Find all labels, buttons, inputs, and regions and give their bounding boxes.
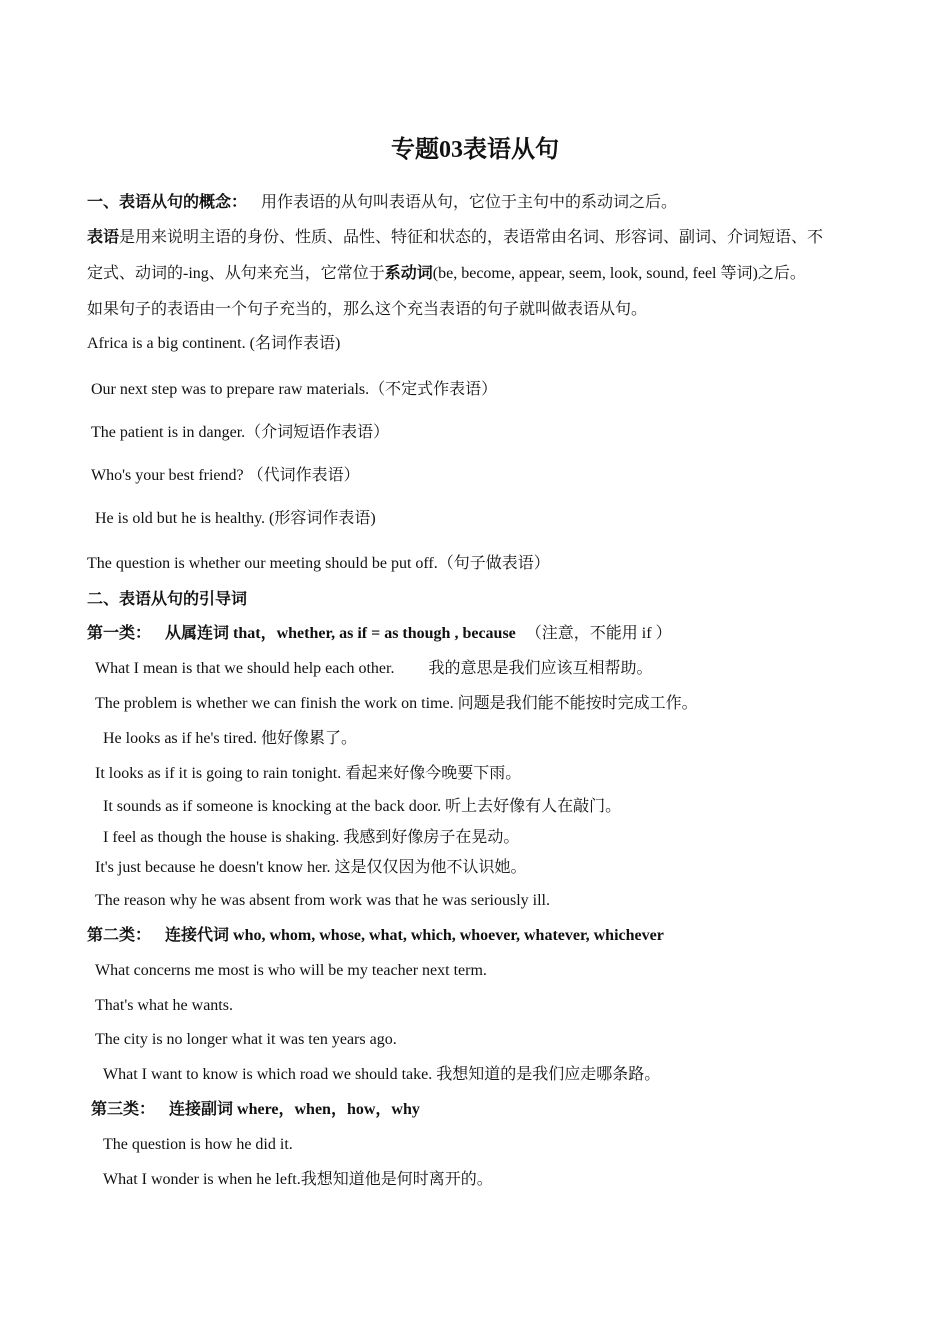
example-zh: 他好像累了。 [260,730,357,747]
cat2-heading [87,926,664,946]
example-intro-2: The patient is in danger.（介词短语作表语） [91,424,390,441]
example-en: The problem is whether we can finish the work on time. [95,695,454,712]
cat1-example-3 [95,764,521,784]
example-en: That's what he wants. [95,997,233,1014]
example-zh: 我感到好像房子在晃动。 [343,829,520,846]
definition-text-1: 是用来说明主语的身份、性质、品性、特征和状态的，表语常由名词、形容词、副词、介词短语、不 [119,229,824,246]
cat2-example-2 [95,1030,397,1050]
cat1-note: （注意，不能用 if ） [525,625,672,642]
example-en: It sounds as if someone is knocking at the back door. [103,798,442,815]
concept-heading: 一、表语从句的概念： [87,194,248,211]
definition-term: 表语 [87,229,120,246]
concept-paragraph [87,193,677,213]
cat1-example-4 [103,797,621,817]
cat2-example-0 [95,961,487,981]
cat1-example-1 [95,694,698,714]
example-intro-5: The question is whether our meeting should be put off.（句子做表语） [87,555,550,572]
definition-line-2 [87,264,806,284]
cat1-words: 从属连词 that，whether, as if = as though , because [165,625,516,642]
example-en: What I mean is that we should help each other. [95,660,395,677]
example-intro-3: Who's your best friend? （代词作表语） [91,467,360,484]
example-en: The city is no longer what it was ten years ago. [95,1031,397,1048]
section2-heading-text: 二、表语从句的引导词 [87,591,248,608]
example-zh: 我想知道的是我们应走哪条路。 [436,1066,661,1083]
example-en: He looks as if he's tired. [103,730,257,747]
cat2-words: 连接代词 who, whom, whose, what, which, whoever, whatever, whichever [165,927,664,944]
cat1-example-5 [103,828,519,848]
cat3-example-0 [103,1135,293,1155]
definition-line-1 [87,228,823,248]
example-zh: 我想知道他是何时离开的。 [300,1171,493,1188]
cat1-example-6 [95,858,527,878]
definition-text-2b: (be, become, appear, seem, look, sound, feel 等词)之后。 [432,265,806,282]
cat1-label: 第一类： [87,625,152,642]
example-zh: 这是仅仅因为他不认识她。 [334,859,527,876]
cat2-label: 第二类： [87,927,152,944]
cat1-example-7 [95,891,550,911]
cat3-label: 第三类： [91,1101,156,1118]
example-zh: 问题是我们能不能按时完成工作。 [457,695,698,712]
example-zh: 我的意思是我们应该互相帮助。 [428,660,653,677]
cat1-heading [87,624,672,644]
example-en: It's just because he doesn't know her. [95,859,331,876]
cat3-heading [91,1100,420,1120]
cat3-words: 连接副词 where，when，how，why [169,1101,420,1118]
cat2-example-1 [95,996,233,1016]
cat1-example-2 [103,729,357,749]
example-en: The reason why he was absent from work was that he was seriously ill. [95,892,550,909]
example-intro-4: He is old but he is healthy. (形容词作表语) [95,510,376,527]
example-zh: 听上去好像有人在敲门。 [445,798,622,815]
example-intro-1: Our next step was to prepare raw materials.（不定式作表语） [91,381,498,398]
cat3-example-1 [103,1170,493,1190]
example-en: The question is how he did it. [103,1136,293,1153]
definition-term-2: 系动词 [384,265,433,282]
example-zh: 看起来好像今晚要下雨。 [345,765,522,782]
example-en: What I want to know is which road we should take. [103,1066,433,1083]
definition-text-2a: 定式、动词的-ing、从句来充当，它常位于 [87,265,385,282]
example-en: It looks as if it is going to rain tonight. [95,765,342,782]
concept-text: 用作表语的从句叫表语从句，它位于主句中的系动词之后。 [261,194,678,211]
cat2-example-3 [103,1065,660,1085]
page-title: 专题03表语从句 [391,137,559,163]
example-en: I feel as though the house is shaking. [103,829,340,846]
example-en: What I wonder is when he left. [103,1171,301,1188]
example-en: What concerns me most is who will be my teacher next term. [95,962,487,979]
cat1-example-0 [95,659,652,679]
if-sentence: 如果句子的表语由一个句子充当的，那么这个充当表语的句子就叫做表语从句。 [87,301,648,318]
section2-heading [87,590,247,610]
example-intro-0: Africa is a big continent. (名词作表语) [87,335,341,352]
